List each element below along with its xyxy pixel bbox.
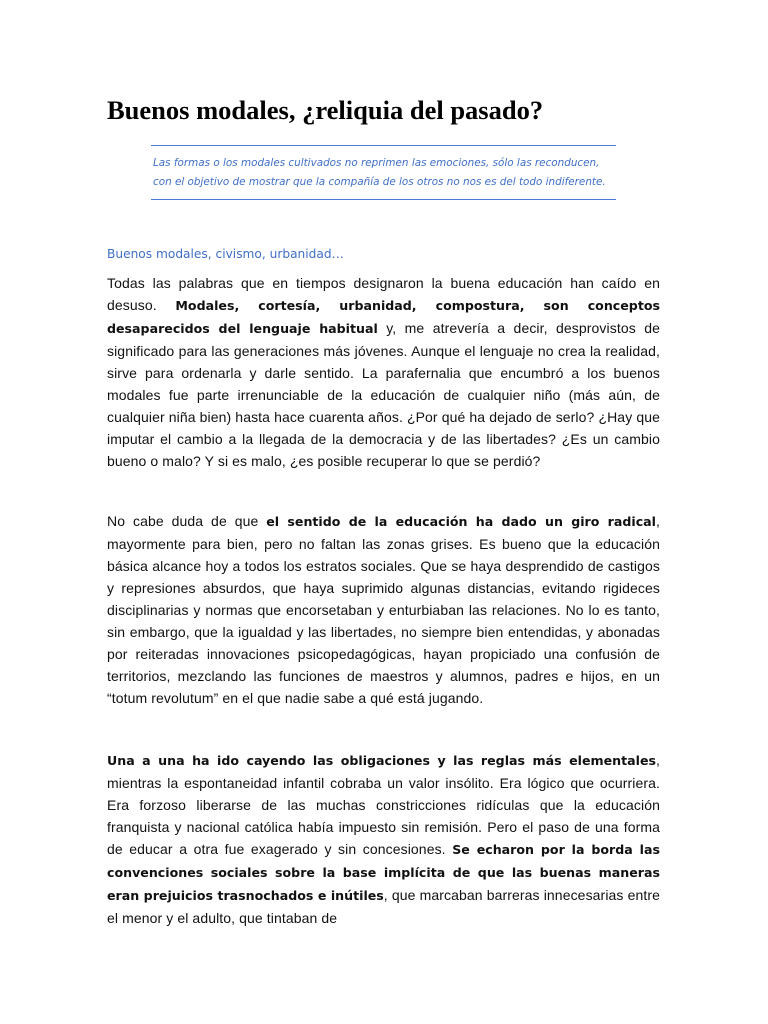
paragraph-3-emphasis: Una a una ha ido cayendo las obligaciones y las reglas más elementales — [107, 753, 656, 768]
paragraph-3-text: , mientras la espontaneidad infantil cobraba un valor insólito. Era lógico que ocurriera. Era forzoso liberarse de las muchas constricciones ridículas que la educación franquista y nacional católica había impuesto sin remisión. Pero el paso de una forma de educar a otra fue exagerado y sin concesiones. — [107, 752, 660, 857]
paragraph-1-text: Todas las palabras que en tiempos designaron la buena educación han caído en desuso. — [107, 275, 660, 313]
paragraph-1 — [107, 272, 660, 472]
paragraph-1-emphasis: Modales, cortesía, urbanidad, compostura, son conceptos desaparecidos del lenguaje habitual — [107, 298, 660, 336]
paragraph-2-text: No cabe duda de que — [107, 513, 267, 529]
paragraph-1-text-cont: y, me atrevería a decir, desprovistos de significado para las generaciones más jóvenes. Aunque el lenguaje no crea la realidad, sirve para ordenarla y darle sentido. La parafernalia que encumbró a los buenos modales fue parte irrenunciable de la educación de cualquier niño (más aún, de cualquier niña bien) hasta hace cuarenta años. ¿Por qué ha dejado de serlo? ¿Hay que imputar el cambio a la llegada de la democracia y de las libertades? ¿Es un cambio bueno o malo? Y si es malo, ¿es posible recuperar lo que se perdió? — [107, 320, 660, 469]
pull-quote-text: Las formas o los modales cultivados no reprimen las emociones, sólo las reconducen, con el objetivo de mostrar que la compañía de los otros no nos es del todo indiferente. — [153, 157, 606, 188]
paragraph-2 — [107, 510, 660, 709]
section-subheading: Buenos modales, civismo, urbanidad… — [107, 247, 344, 261]
article-title: Buenos modales, ¿reliquia del pasado? — [107, 95, 544, 125]
paragraph-2-text-cont: , mayormente para bien, pero no faltan las zonas grises. Es bueno que la educación básica alcance hoy a todos los estratos sociales. Que se haya desprendido de castigos y represiones absurdos, que haya suprimido algunas distancias, evitando rigideces disciplinarias y normas que encorsetaban y enturbiaban las relaciones. No lo es tanto, sin embargo, que la igualdad y las libertades, no siempre bien entendidas, y abonadas por reiteradas innovaciones psicopedagógicas, hayan propiciado una confusión de territorios, mezclando las funciones de maestros y alumnos, padres e hijos, en un “totum revolutum” en el que nadie sabe a qué está jugando. — [107, 513, 660, 706]
paragraph-3-emphasis-2: Se echaron por la borda las convenciones sociales sobre la base implícita de que las buenas maneras eran prejuicios trasnochados e inútiles — [107, 842, 660, 903]
paragraph-3-text-cont: , que marcaban barreras innecesarias entre el menor y el adulto, que tintaban de — [107, 887, 660, 926]
paragraph-3 — [107, 749, 660, 929]
pull-quote-box — [151, 145, 616, 200]
paragraph-2-emphasis: el sentido de la educación ha dado un giro radical — [266, 514, 656, 529]
